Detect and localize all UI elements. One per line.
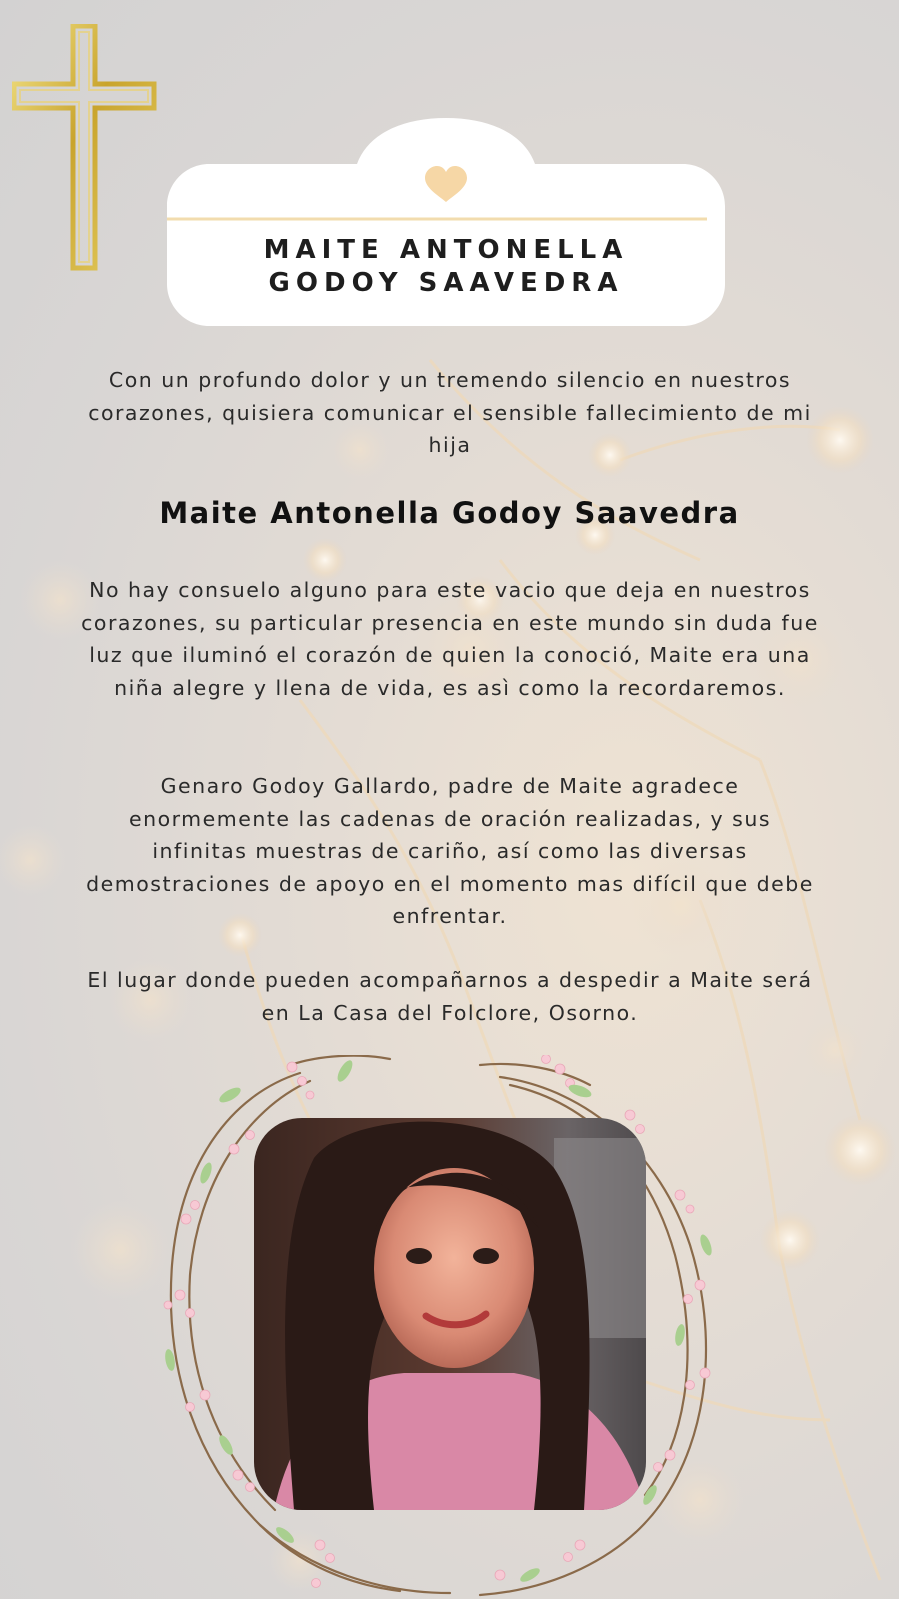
memorial-paragraph: No hay consuelo alguno para este vacio que deja en nuestros corazones, su particular presencia en este mundo sin duda fue luz que iluminó el corazón de quien la conoció, Maite era una niña alegre y llena de vida, es asì como la recordaremos. <box>81 578 819 700</box>
title-card <box>167 118 725 326</box>
portrait-image <box>254 1118 646 1510</box>
portrait-photo <box>254 1118 646 1510</box>
intro-paragraph: Con un profundo dolor y un tremendo silencio en nuestros corazones, quisiera comunicar el sensible fallecimiento de mi hija <box>88 368 812 457</box>
deceased-name-heading: Maite Antonella Godoy Saavedra <box>159 496 740 530</box>
gratitude-paragraph: Genaro Godoy Gallardo, padre de Maite agradece enormemente las cadenas de oración realizadas, y sus infinitas muestras de cariño, así como las diversas demostraciones de apoyo en el momento mas difícil que debe enfrentar. <box>86 774 814 928</box>
cross-icon <box>12 24 158 272</box>
title-line-2: GODOY SAAVEDRA <box>268 268 624 298</box>
title-text <box>167 234 725 300</box>
title-line-1: MAITE ANTONELLA <box>263 235 629 265</box>
location-paragraph: El lugar donde pueden acompañarnos a despedir a Maite será en La Casa del Folclore, Osorno. <box>87 968 813 1025</box>
